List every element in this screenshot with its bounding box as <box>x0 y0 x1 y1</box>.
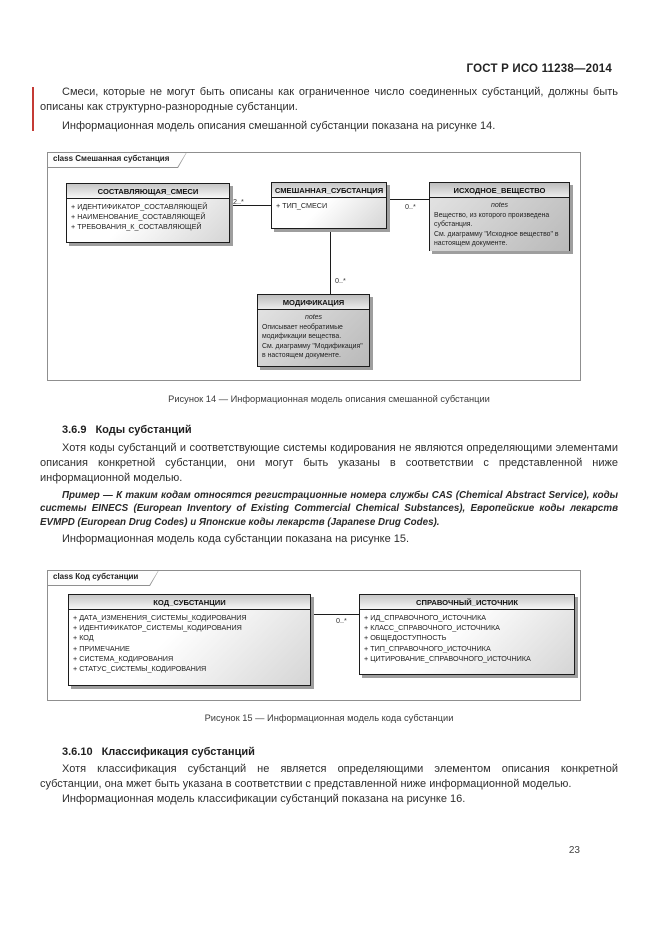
multiplicity-label: 0..* <box>335 276 346 285</box>
class-title: СМЕШАННАЯ_СУБСТАНЦИЯ <box>272 183 386 198</box>
association-line-code-reference <box>311 614 359 615</box>
class-attributes <box>360 610 574 674</box>
note-text: Описывает необратимые модификации вещества. <box>262 324 343 341</box>
class-attribute: + ТИП_СМЕСИ <box>276 201 328 210</box>
figure15-caption: Рисунок 15 — Информационная модель кода субстанции <box>204 713 454 723</box>
intro-paragraph-2: Информационная модель описания смешанной субстанции показана на рисунке 14. <box>62 120 496 132</box>
page-header: ГОСТ Р ИСО 11238—2014 <box>466 63 612 75</box>
section-3610-body: Хотя классификация субстанций не является определяющими элементом описания конкретной субстанции, она мжет быть указана в соответствии с представленной ниже информационной моделью. <box>40 763 618 791</box>
uml-frame-figure15 <box>47 570 581 701</box>
class-attribute: + ТРЕБОВАНИЯ_К_СОСТАВЛЯЮЩЕЙ <box>71 222 202 232</box>
note-text: См. диаграмму "Исходное вещество" в настоящем документе. <box>434 230 559 247</box>
class-attribute: + ПРИМЕЧАНИЕ <box>73 643 130 653</box>
class-attribute: + КОД <box>73 633 94 643</box>
figure15-reference: Информационная модель кода субстанции показана на рисунке 15. <box>62 533 410 545</box>
class-box-mixed-substance <box>271 182 387 229</box>
class-box-substance-code <box>68 594 311 686</box>
frame-tab <box>47 570 159 586</box>
uml-frame-figure14 <box>47 152 581 381</box>
change-bar <box>32 87 34 131</box>
section-number: 3.6.10 <box>62 746 93 758</box>
section-number: 3.6.9 <box>62 424 87 436</box>
multiplicity-label: 2..* <box>233 197 244 206</box>
class-attribute: + ЦИТИРОВАНИЕ_СПРАВОЧНОГО_ИСТОЧНИКА <box>364 653 531 663</box>
section-title: Классификация субстанций <box>101 746 255 758</box>
class-attribute: + ТИП_СПРАВОЧНОГО_ИСТОЧНИКА <box>364 643 491 653</box>
figure16-reference: Информационная модель классификации субстанций показана на рисунке 16. <box>62 793 466 805</box>
notes-label: notes <box>490 202 509 209</box>
figure14-caption: Рисунок 14 — Информационная модель описания смешанной субстанции <box>168 394 490 404</box>
frame-tab <box>47 152 187 168</box>
class-title: СОСТАВЛЯЮЩАЯ_СМЕСИ <box>67 184 229 199</box>
multiplicity-label: 0..* <box>405 202 416 211</box>
section-369-body: Хотя коды субстанций и соответствующие системы кодирования не являются определяющими элементами описания конкретной субстанции, они могут быть указаны в соответствии с представленной ниже информационной моделью. <box>40 442 618 485</box>
class-box-reference-source <box>359 594 575 675</box>
class-attribute: + ДАТА_ИЗМЕНЕНИЯ_СИСТЕМЫ_КОДИРОВАНИЯ <box>73 613 247 622</box>
association-line-mixed-source <box>387 199 429 200</box>
section-369-example: Пример — К таким кодам относятся регистрационные номера службы CAS (Chemical Abstract Service), коды системы EINECS (European Inventory of Existing Commercial Chemical Substances), Европейские коды лекарств EVMPD (European Drug Codes) и Японские коды лекарств (Japanese Drug Codes). <box>40 490 618 528</box>
section-3610-heading <box>62 746 255 758</box>
class-box-component <box>66 183 230 243</box>
class-title: МОДИФИКАЦИЯ <box>258 295 369 310</box>
class-box-modification <box>257 294 370 367</box>
class-attribute: + ОБЩЕДОСТУПНОСТЬ <box>364 633 447 643</box>
page-number: 23 <box>568 845 580 856</box>
class-attribute: + СИСТЕМА_КОДИРОВАНИЯ <box>73 653 174 663</box>
class-attribute: + НАИМЕНОВАНИЕ_СОСТАВЛЯЮЩЕЙ <box>71 212 206 222</box>
frame-tab-label: class Смешанная субстанция <box>53 154 170 163</box>
class-notes <box>258 310 369 366</box>
class-attribute: + ИДЕНТИФИКАТОР_СИСТЕМЫ_КОДИРОВАНИЯ <box>73 623 242 633</box>
class-box-source-material <box>429 182 570 251</box>
section-title: Коды субстанций <box>95 424 192 436</box>
multiplicity-label: 0..* <box>336 616 347 625</box>
class-attributes <box>67 199 229 242</box>
class-title: КОД_СУБСТАНЦИИ <box>69 595 310 610</box>
class-attribute: + ИДЕНТИФИКАТОР_СОСТАВЛЯЮЩЕЙ <box>71 202 208 211</box>
class-attribute: + ИД_СПРАВОЧНОГО_ИСТОЧНИКА <box>364 613 487 622</box>
note-text: См. диаграмму "Модификация" в настоящем документе. <box>262 342 363 359</box>
class-title: СПРАВОЧНЫЙ_ИСТОЧНИК <box>360 595 574 610</box>
class-notes <box>430 198 569 251</box>
notes-label: notes <box>304 314 323 321</box>
note-text: Вещество, из которого произведена субстанция. <box>434 212 550 229</box>
association-line-mixed-modification <box>330 229 331 294</box>
intro-paragraph-1: Смеси, которые не могут быть описаны как ограниченное число соединенных субстанций, должны быть описаны как структурно-разнородные субстанции. <box>40 86 618 114</box>
class-attributes <box>272 198 386 228</box>
class-attributes <box>69 610 310 685</box>
section-369-heading <box>62 424 192 436</box>
class-attribute: + СТАТУС_СИСТЕМЫ_КОДИРОВАНИЯ <box>73 664 207 674</box>
class-title: ИСХОДНОЕ_ВЕЩЕСТВО <box>430 183 569 198</box>
class-attribute: + КЛАСС_СПРАВОЧНОГО_ИСТОЧНИКА <box>364 623 500 633</box>
frame-tab-label: class Код субстанции <box>53 572 139 581</box>
